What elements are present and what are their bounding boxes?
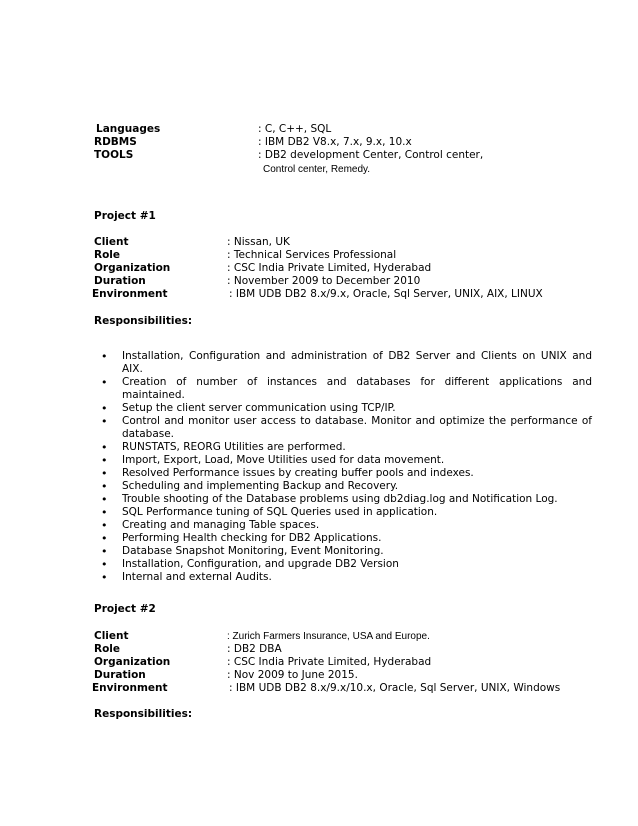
project1-duration-label: Duration <box>94 275 146 287</box>
list-item: • Control and monitor user access to database. Monitor and optimize the performance of database. <box>98 415 592 441</box>
list-item: • Installation, Configuration and administration of DB2 Server and Clients on UNIX and AIX. <box>98 350 592 376</box>
rdbms-value: : IBM DB2 V8.x, 7.x, 9.x, 10.x <box>258 136 412 148</box>
languages-value: : C, C++, SQL <box>258 123 332 135</box>
project1-organization-label: Organization <box>94 262 171 274</box>
project1-duration-value: : November 2009 to December 2010 <box>227 275 421 287</box>
rdbms-label: RDBMS <box>94 136 137 148</box>
list-item: • Internal and external Audits. <box>98 571 592 584</box>
list-item: • SQL Performance tuning of SQL Queries used in application. <box>98 506 592 519</box>
project1-client-value: : Nissan, UK <box>227 236 290 248</box>
project2-responsibilities-heading: Responsibilities: <box>94 708 193 720</box>
languages-label: Languages <box>96 123 161 135</box>
project1-environment-label: Environment <box>92 288 168 300</box>
project2-role-value: : DB2 DBA <box>227 643 282 655</box>
tools-value: : DB2 development Center, Control center, <box>258 149 484 161</box>
project1-organization-value: : CSC India Private Limited, Hyderabad <box>227 262 432 274</box>
list-item: • Creating and managing Table spaces. <box>98 519 592 532</box>
list-item: • Performing Health checking for DB2 Applications. <box>98 532 592 545</box>
project1-role-label: Role <box>94 249 121 261</box>
project2-duration-label: Duration <box>94 669 146 681</box>
project1-responsibilities-heading: Responsibilities: <box>94 315 193 327</box>
project1-role-value: : Technical Services Professional <box>227 249 397 261</box>
project2-duration-value: : Nov 2009 to June 2015. <box>227 669 358 681</box>
tools-label: TOOLS <box>94 149 134 161</box>
project2-organization-label: Organization <box>94 656 171 668</box>
list-item: • Scheduling and implementing Backup and Recovery. <box>98 480 592 493</box>
project1-heading: Project #1 <box>94 210 156 222</box>
list-item: • RUNSTATS, REORG Utilities are performed. <box>98 441 592 454</box>
project1-responsibilities-list <box>98 350 592 584</box>
project2-client-label: Client <box>94 630 129 642</box>
project2-organization-value: : CSC India Private Limited, Hyderabad <box>227 656 432 668</box>
project2-environment-label: Environment <box>92 682 168 694</box>
tools-value-continued: Control center, Remedy. <box>263 164 371 175</box>
project1-environment-value: : IBM UDB DB2 8.x/9.x, Oracle, Sql Server, UNIX, AIX, LINUX <box>229 288 543 300</box>
list-item: • Database Snapshot Monitoring, Event Monitoring. <box>98 545 592 558</box>
project1-client-label: Client <box>94 236 129 248</box>
project2-heading: Project #2 <box>94 603 156 615</box>
project2-client-value: : Zurich Farmers Insurance, USA and Europe. <box>227 631 430 642</box>
project2-environment-value: : IBM UDB DB2 8.x/9.x/10.x, Oracle, Sql Server, UNIX, Windows <box>229 682 561 694</box>
list-item: • Setup the client server communication using TCP/IP. <box>98 402 592 415</box>
list-item: • Resolved Performance issues by creating buffer pools and indexes. <box>98 467 592 480</box>
list-item: • Import, Export, Load, Move Utilities used for data movement. <box>98 454 592 467</box>
project2-role-label: Role <box>94 643 121 655</box>
list-item: • Creation of number of instances and databases for different applications and maintained. <box>98 376 592 402</box>
list-item: • Installation, Configuration, and upgrade DB2 Version <box>98 558 592 571</box>
list-item: • Trouble shooting of the Database problems using db2diag.log and Notification Log. <box>98 493 592 506</box>
